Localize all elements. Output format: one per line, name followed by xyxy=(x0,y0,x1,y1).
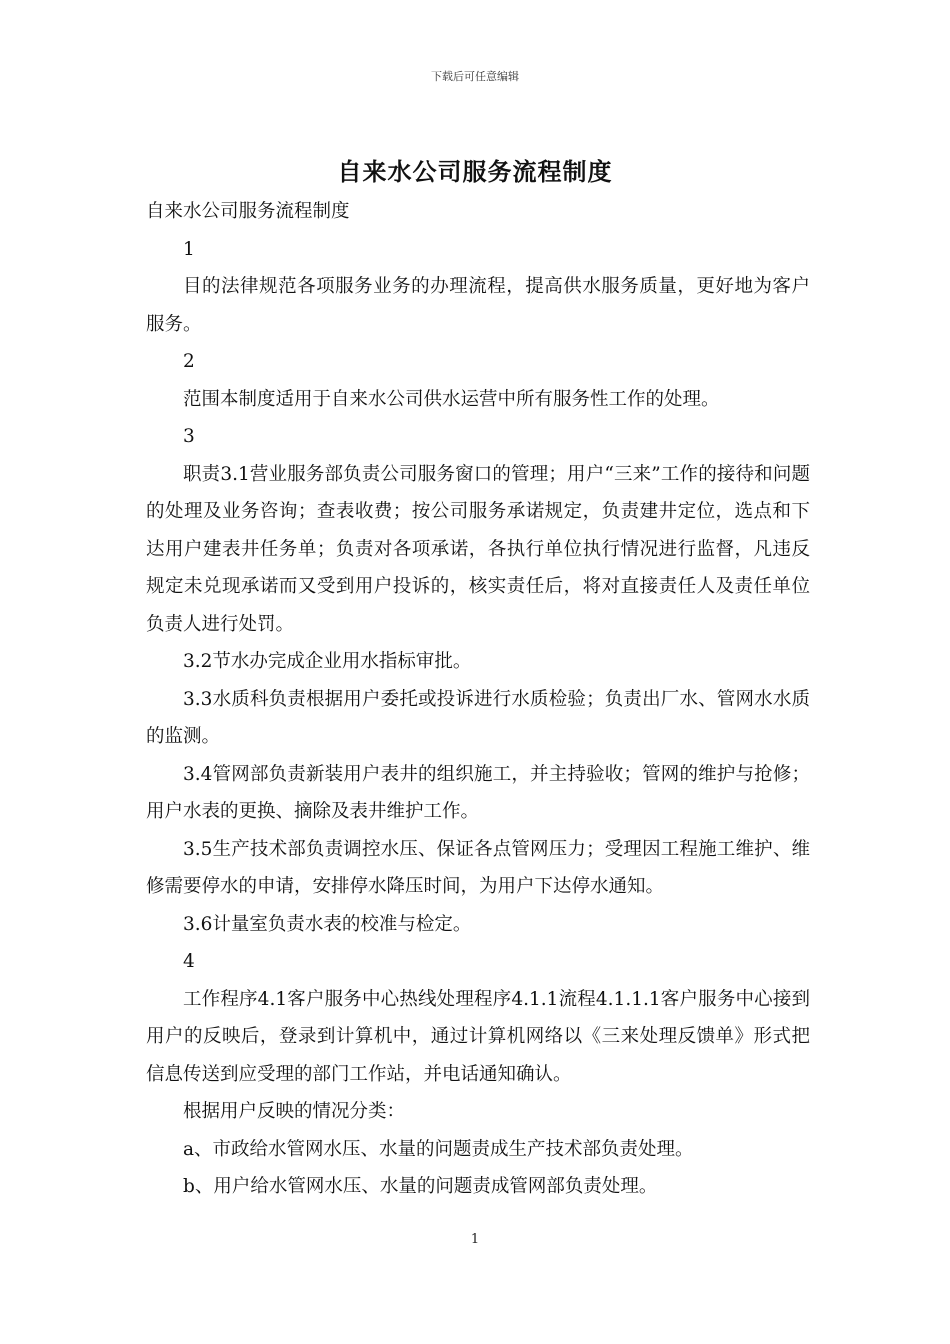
paragraph-duties-3-6: 3.6计量室负责水表的校准与检定。 xyxy=(183,913,472,935)
paragraph-item-b: b、用户给水管网水压、水量的问题责成管网部负责处理。 xyxy=(183,1176,658,1197)
paragraph-duties-3-3: 3.3水质科负责根据用户委托或投诉进行水质检验；负责出厂水、管网水水质的监测。 xyxy=(146,688,810,747)
paragraph-classification: 根据用户反映的情况分类： xyxy=(183,1101,406,1122)
paragraph-scope: 范围本制度适用于自来水公司供水运营中所有服务性工作的处理。 xyxy=(183,388,720,410)
section-number-2: 2 xyxy=(183,351,195,372)
paragraph-duties-3-4: 3.4管网部负责新装用户表井的组织施工，并主持验收；管网的维护与抢修；用户水表的更换、摘除及表井维护工作。 xyxy=(146,763,810,822)
paragraph-duties-3-5: 3.5生产技术部负责调控水压、保证各点管网压力；受理因工程施工维护、维修需要停水的申请，安排停水降压时间，为用户下达停水通知。 xyxy=(146,838,810,897)
section-number-3: 3 xyxy=(183,426,195,447)
section-number-4: 4 xyxy=(183,951,195,972)
paragraph-purpose: 目的法律规范各项服务业务的办理流程，提高供水服务质量，更好地为客户服务。 xyxy=(146,276,810,335)
paragraph-subtitle: 自来水公司服务流程制度 xyxy=(146,201,350,222)
section-number-1: 1 xyxy=(183,238,195,260)
paragraph-duties-3-1: 职责3.1营业服务部负责公司服务窗口的管理；用户“三来”工作的接待和问题的处理及业务咨询；查表收费；按公司服务承诺规定，负责建井定位，选点和下达用户建表井任务单；负责对各项承诺，各执行单位执行情况进行监督，凡违反规定未兑现承诺而又受到用户投诉的，核实责任后，将对直接责任人及责任单位负责人进行处罚。 xyxy=(146,463,810,635)
paragraph-procedure-4-1: 工作程序4.1客户服务中心热线处理程序4.1.1流程4.1.1.1客户服务中心接到用户的反映后，登录到计算机中，通过计算机网络以《三来处理反馈单》形式把信息传送到应受理的部门工作站，并电话通知确认。 xyxy=(146,988,810,1085)
paragraph-item-a: a、市政给水管网水压、水量的问题责成生产技术部负责处理。 xyxy=(183,1138,694,1160)
header-note: 下载后可任意编辑 xyxy=(431,70,519,83)
document-body xyxy=(146,193,810,1206)
document-title: 自来水公司服务流程制度 xyxy=(337,157,613,186)
paragraph-duties-3-2: 3.2节水办完成企业用水指标审批。 xyxy=(183,651,472,672)
page-number: 1 xyxy=(470,1232,480,1247)
